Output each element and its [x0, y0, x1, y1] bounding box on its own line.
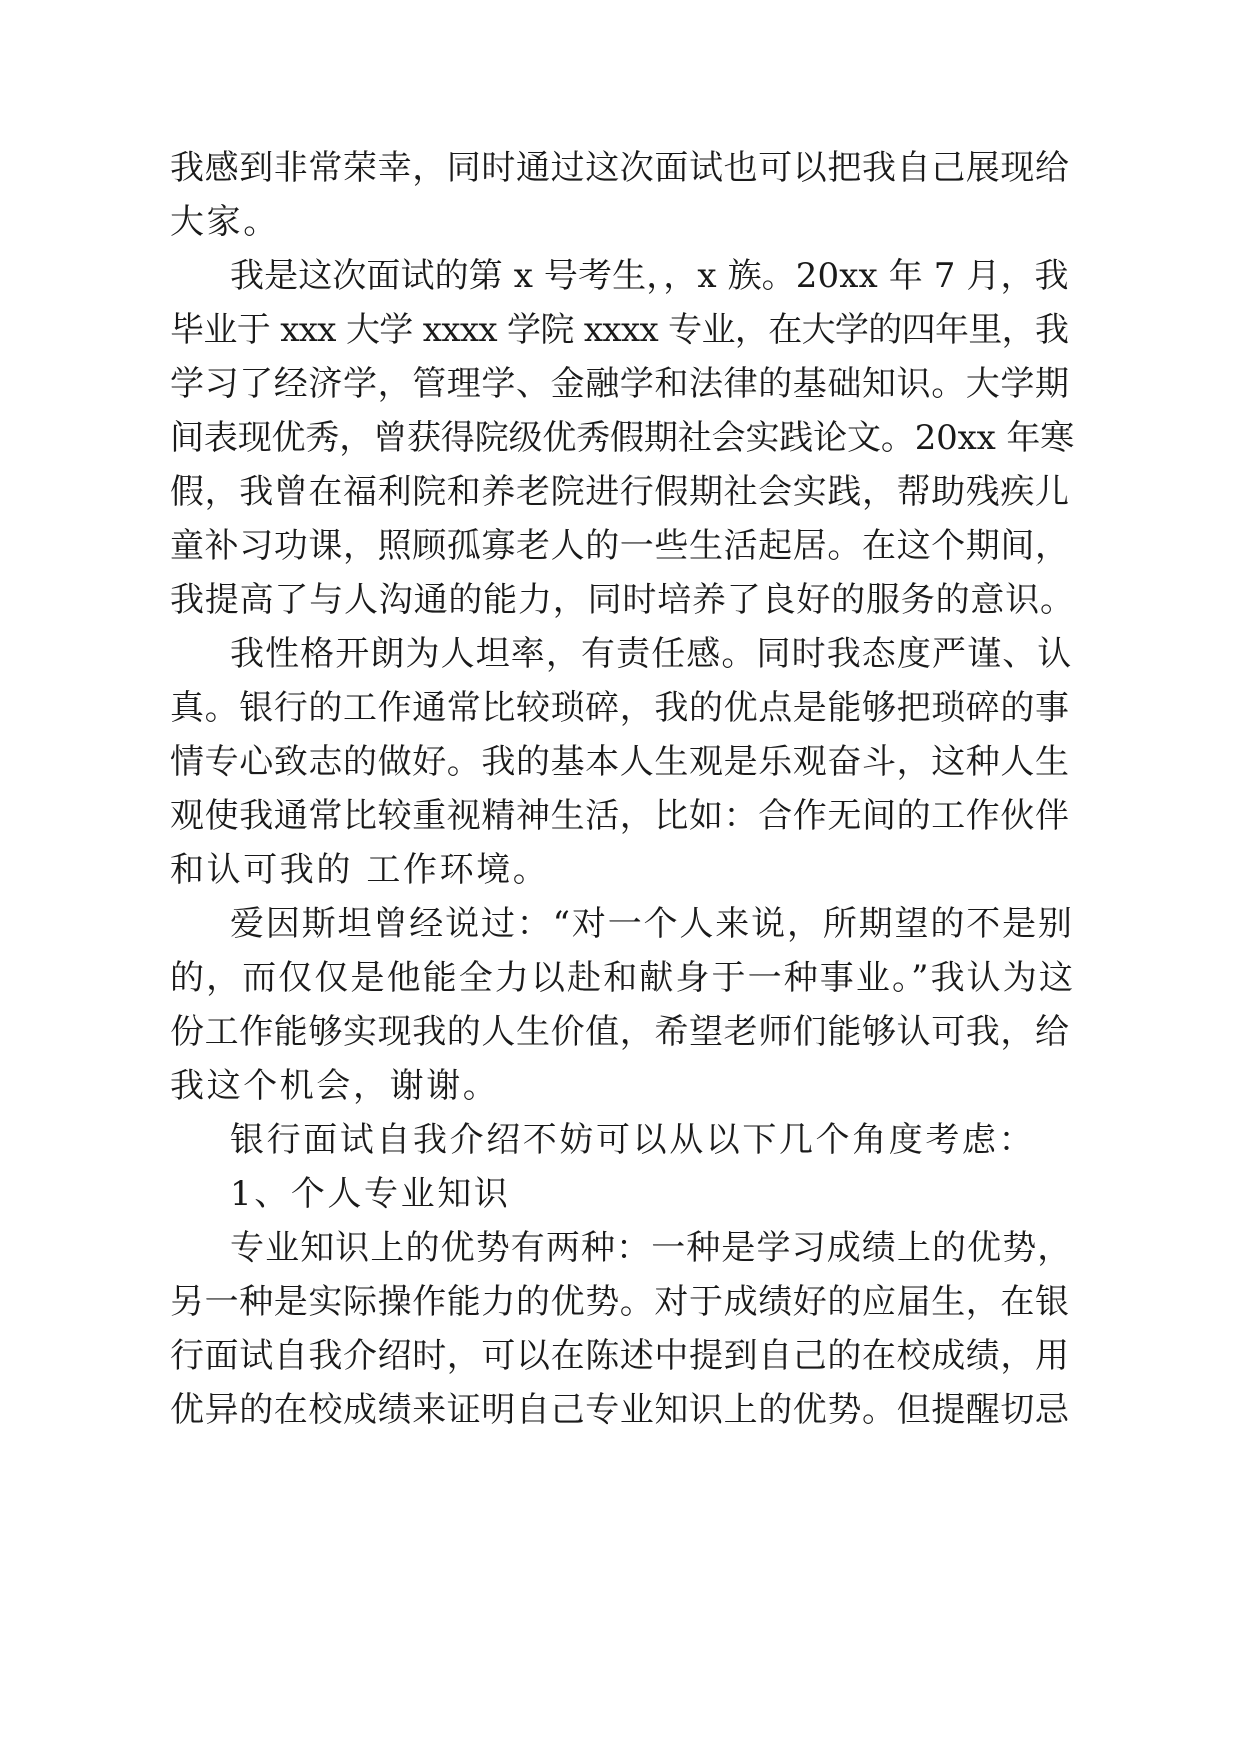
text-line: 的，而仅仅是他能全力以赴和献身于一种事业。”我认为这: [170, 958, 1075, 998]
text-line: 份工作能够实现我的人生价值，希望老师们能够认可我，给: [170, 1012, 1070, 1052]
text-line: 童补习功课，照顾孤寡老人的一些生活起居。在这个期间，: [170, 526, 1070, 566]
section-heading: 1、个人专业知识: [230, 1174, 511, 1214]
text-line: 假，我曾在福利院和养老院进行假期社会实践，帮助残疾儿: [170, 472, 1070, 512]
text-line: 我是这次面试的第 x 号考生，，x 族。20xx 年 7 月，我: [230, 256, 1069, 296]
text-line: 我感到非常荣幸，同时通过这次面试也可以把我自己展现给: [170, 148, 1070, 188]
text-line: 银行面试自我介绍不妨可以从以下几个角度考虑：: [230, 1120, 1036, 1160]
text-line: 学习了经济学，管理学、金融学和法律的基础知识。大学期: [170, 364, 1070, 404]
text-line: 我这个机会，谢谢。: [170, 1066, 500, 1106]
text-line: 观使我通常比较重视精神生活，比如：合作无间的工作伙伴: [170, 796, 1070, 836]
text-line: 间表现优秀，曾获得院级优秀假期社会实践论文。20xx 年寒: [170, 418, 1075, 458]
text-line: 情专心致志的做好。我的基本人生观是乐观奋斗，这种人生: [170, 742, 1070, 782]
text-line: 我性格开朗为人坦率，有责任感。同时我态度严谨、认: [230, 634, 1073, 674]
text-line: 行面试自我介绍时，可以在陈述中提到自己的在校成绩，用: [170, 1336, 1070, 1376]
text-line: 真。银行的工作通常比较琐碎，我的优点是能够把琐碎的事: [170, 688, 1070, 728]
text-line: 另一种是实际操作能力的优势。对于成绩好的应届生，在银: [170, 1282, 1070, 1322]
text-line: 专业知识上的优势有两种：一种是学习成绩上的优势，: [230, 1228, 1073, 1268]
text-line: 和认可我的 工作环境。: [170, 850, 550, 890]
text-line: 大家。: [170, 202, 280, 242]
text-line: 我提高了与人沟通的能力，同时培养了良好的服务的意识。: [170, 580, 1075, 620]
text-line: 爱因斯坦曾经说过：“对一个人来说，所期望的不是别: [230, 904, 1074, 944]
text-line: 毕业于 xxx 大学 xxxx 学院 xxxx 专业，在大学的四年里，我: [170, 310, 1069, 350]
text-line: 优异的在校成绩来证明自己专业知识上的优势。但提醒切忌: [170, 1390, 1070, 1430]
